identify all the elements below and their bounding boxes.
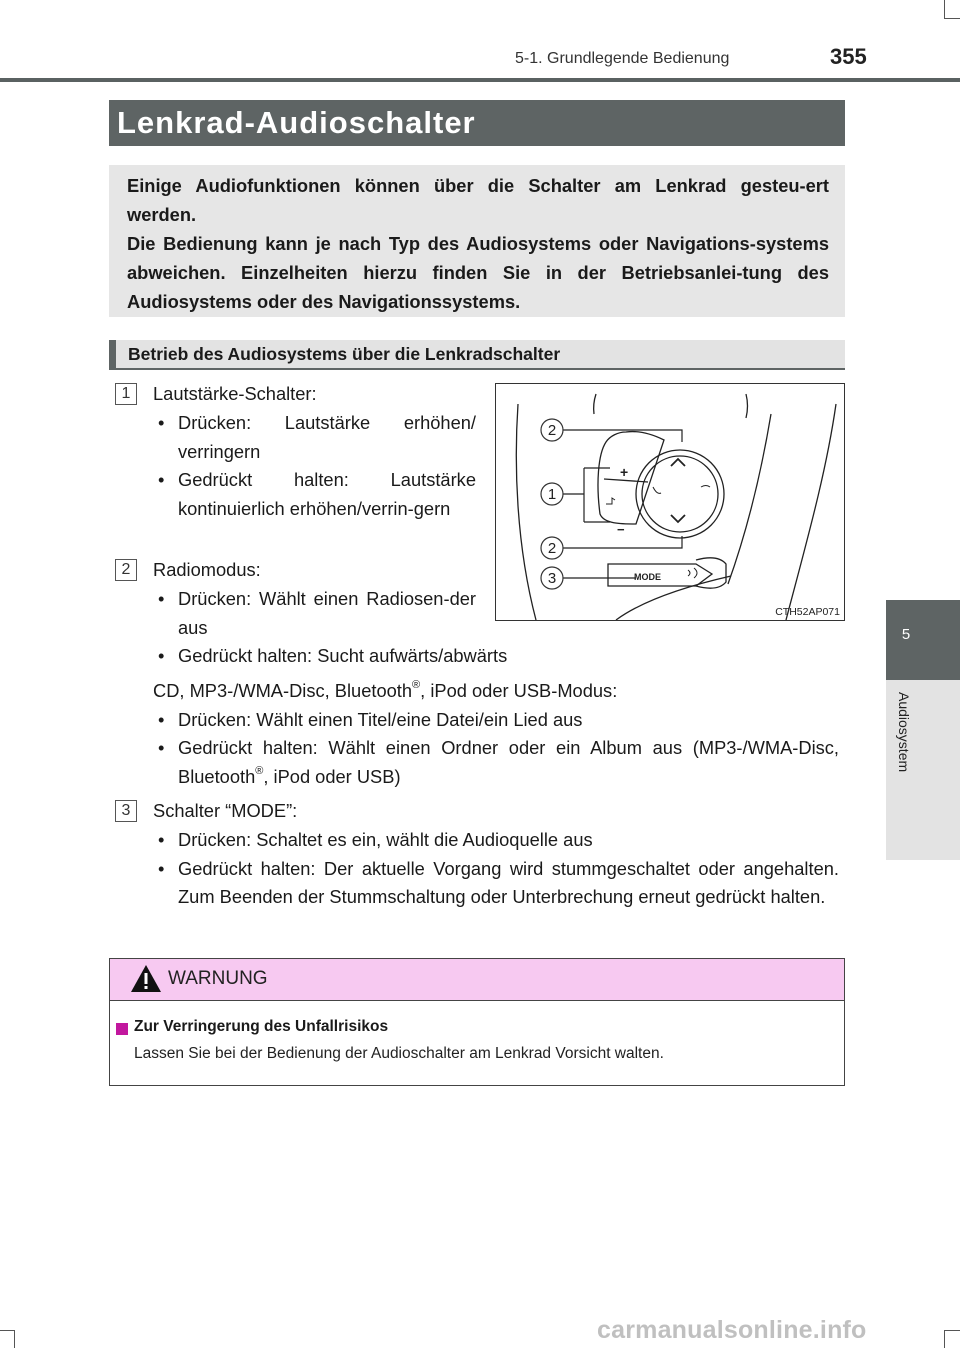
bullet-4b: , iPod oder USB) [263,766,401,788]
item-number-2: 2 [115,559,137,581]
warning-box [109,958,845,1086]
crop-mark [0,1330,14,1331]
mode-button-label: MODE [634,572,661,582]
item-2-bullet-2: • Gedrückt halten: Sucht aufwärts/abwärts [153,642,839,671]
item-number-3: 3 [115,800,137,822]
crop-mark [944,0,945,18]
volume-plus-label: + [620,464,629,480]
item-3-block [153,797,839,912]
item-2-block-top [153,556,476,642]
warning-text: Lassen Sie bei der Bedienung der Audioschalter am Lenkrad Vorsicht walten. [134,1045,664,1062]
section-heading: Betrieb des Audiosystems über die Lenkradschalter [109,340,845,370]
crop-mark [14,1330,15,1348]
chapter-label: Audiosystem [896,692,912,773]
header-rule [0,78,960,82]
item-3-title: Schalter “MODE”: [153,800,298,821]
item-2-title: Radiomodus: [153,559,261,580]
item-1-block [153,380,476,524]
callout-2-top: 2 [547,422,557,439]
page-title: Lenkrad-Audioschalter [109,100,845,146]
item-2-bullet-3: • Drücken: Wählt einen Titel/eine Datei/ein Lied aus [153,706,839,735]
item-2-bullet-4 [153,734,839,792]
steering-switch-drawing [496,384,844,620]
steering-switch-illustration [495,383,845,621]
item-3-bullet-1: • Drücken: Schaltet es ein, wählt die Audioquelle aus [153,826,839,855]
registered-mark: ® [255,765,264,778]
watermark: carmanualsonline.info [597,1316,867,1344]
cd-title-a: CD, MP3-/WMA-Disc, Bluetooth [153,679,413,701]
page-number: 355 [830,44,867,69]
registered-mark: ® [412,678,421,691]
item-2-block-bottom [153,642,839,792]
intro-box [109,165,845,317]
warning-subtitle: Zur Verringerung des Unfallrisikos [134,1018,389,1035]
callout-3: 3 [547,570,557,587]
intro-paragraph-2: Die Bedienung kann je nach Typ des Audiosystems oder Navigations-systems abweichen. Einzelheiten hierzu finden Sie in der Betriebsanlei-tung des Audiosystems oder des Navigationssystems. [127,233,829,312]
item-1-bullet-2: • Gedrückt halten: Lautstärke kontinuierlich erhöhen/verrin-gern [153,466,476,524]
figure-code: CTH52AP071 [775,606,840,618]
item-2-cd-title [153,677,839,706]
crop-mark [944,1330,960,1331]
volume-minus-label: − [617,522,625,537]
crop-mark [944,1330,945,1348]
item-1-title: Lautstärke-Schalter: [153,383,317,404]
chapter-number: 5 [901,626,911,643]
bullet-4a: Gedrückt halten: Wählt einen Ordner oder ein Album aus (MP3-/WMA-Disc, Bluetooth [178,737,839,788]
item-3-bullet-2: • Gedrückt halten: Der aktuelle Vorgang wird stummgeschaltet oder angehalten. Zum Beenden der Stummschaltung oder Unterbrechung erneut gedrückt halten. [153,855,839,913]
warning-triangle-icon [130,964,162,993]
item-number-1: 1 [115,383,137,405]
warning-square-icon [116,1023,128,1035]
callout-1: 1 [547,486,557,503]
item-1-bullet-1: • Drücken: Lautstärke erhöhen/ verringern [153,409,476,467]
item-2-bullet-1: • Drücken: Wählt einen Radiosen-der aus [153,585,476,643]
running-header-section: 5-1. Grundlegende Bedienung [515,50,730,67]
cd-title-b: , iPod oder USB-Modus: [420,679,618,701]
intro-paragraph-1: Einige Audiofunktionen können über die Schalter am Lenkrad gesteu-ert werden. [127,175,829,225]
callout-2-bottom: 2 [547,540,557,557]
crop-mark [944,18,960,19]
warning-title: WARNUNG [168,968,268,989]
warning-header [110,959,844,1001]
